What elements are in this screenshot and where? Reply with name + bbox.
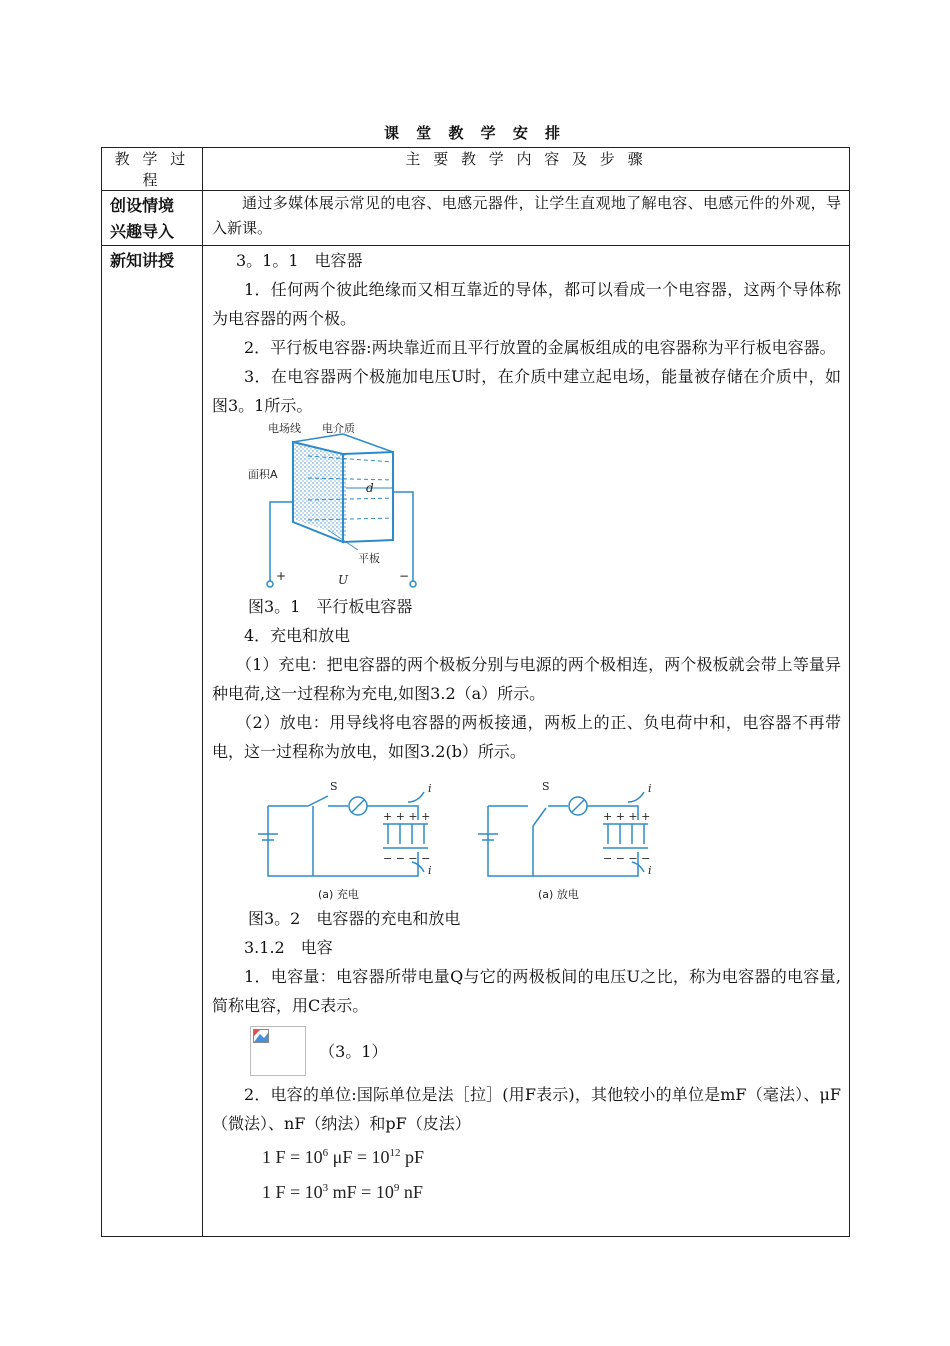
figure2-caption: 图3。2 电容器的充电和放电 (248, 909, 461, 928)
charge-heading: 4．充电和放电 (244, 626, 351, 645)
right-plate (343, 452, 393, 542)
label-area: 面积A (248, 468, 278, 481)
unit-paragraph: 2．电容的单位:国际单位是法［拉］(用F表示)，其他较小的单位是mF（毫法）、μF（微法）、nF（纳法）和pF（皮法） (212, 1085, 841, 1133)
paragraph-2: 2．平行板电容器:两块靠近而且平行放置的金属板组成的电容器称为平行板电容器。 (244, 338, 836, 357)
label-dielectric: 电介质 (322, 422, 355, 435)
label-voltage: U (338, 573, 349, 587)
minus-marks-b: − − − − (603, 852, 651, 865)
current-label-b-top: i (648, 782, 652, 795)
unit-formula-2: 1 $F = 10^3$ mF = $10^9$ nF (262, 1182, 423, 1202)
subcaption-discharging: (a) 放电 (538, 888, 579, 901)
paragraph-1: 1．任何两个彼此绝缘而又相互靠近的导体，都可以看成一个电容器，这两个导体称为电容器的两个极。 (212, 280, 841, 328)
intro-text: 通过多媒体展示常见的电容、电感元器件，让学生直观地了解电容、电感元件的外观，导入新课。 (212, 194, 841, 237)
switch-label-b: S (542, 780, 550, 793)
table-header-row (102, 148, 850, 191)
plus-marks-a: + + + + (383, 810, 431, 823)
intro-label (102, 191, 203, 246)
subcaption-charging: (a) 充电 (318, 888, 359, 901)
page-title: 课 堂 教 学 安 排 (383, 124, 567, 142)
unit-formula-1: 1 $F = 10^6$ $\mu F = 10^{12}$ pF (262, 1147, 424, 1167)
plus-marks-b: + + + + (603, 810, 651, 823)
lesson-row (102, 246, 850, 1237)
terminal-plus (267, 581, 273, 587)
intro-content (203, 191, 850, 246)
equation-number: （3。1） (319, 1041, 388, 1061)
header-content: 主 要 教 学 内 容 及 步 骤 (203, 148, 850, 191)
charge-paragraph: （1）充电：把电容器的两个极板分别与电源的两个极相连，两个极板就会带上等量异种电荷,这一过程称为充电,如图3.2（a）所示。 (212, 655, 841, 703)
lesson-table (101, 147, 850, 1237)
figure1-caption: 图3。1 平行板电容器 (248, 597, 413, 616)
current-label-a-top: i (428, 782, 432, 795)
section1-heading: 3。1。1 电容器 (236, 251, 363, 270)
intro-label-line2: 兴趣导入 (110, 222, 175, 241)
equation-row (212, 1026, 841, 1076)
capacitance-paragraph: 1．电容量：电容器所带电量Q与它的两极板间的电压U之比，称为电容器的电容量,简称电容，用C表示。 (212, 967, 841, 1015)
label-field-lines: 电场线 (268, 422, 301, 435)
lesson-content (203, 246, 850, 1237)
intro-row (102, 191, 850, 246)
current-label-a-bottom: i (428, 864, 432, 877)
lesson-label: 新知讲授 (102, 246, 203, 1237)
minus-marks-a: − − − − (383, 852, 431, 865)
header-process: 教 学 过 程 (102, 148, 203, 191)
label-plus: + (276, 569, 287, 583)
figure-charge-discharge (248, 776, 658, 904)
discharge-paragraph: （2）放电：用导线将电容器的两板接通，两板上的正、负电荷中和，电容器不再带电，这一过程称为放电，如图3.2(b）所示。 (212, 713, 841, 761)
label-distance: d (366, 481, 374, 495)
intro-label-line1: 创设情境 (110, 196, 175, 215)
label-minus: − (399, 569, 410, 583)
paragraph-3: 3．在电容器两个极施加电压U时，在介质中建立起电场，能量被存储在介质中，如图3。1所示。 (212, 367, 841, 415)
switch-label-a: S (330, 780, 338, 793)
label-plate: 平板 (358, 552, 380, 565)
dielectric-region (293, 442, 346, 537)
current-label-b-bottom: i (648, 864, 652, 877)
section2-heading: 3.1.2 电容 (244, 938, 333, 957)
broken-image-icon (250, 1026, 306, 1076)
figure-parallel-plate-capacitor (248, 422, 428, 592)
terminal-minus (410, 581, 416, 587)
